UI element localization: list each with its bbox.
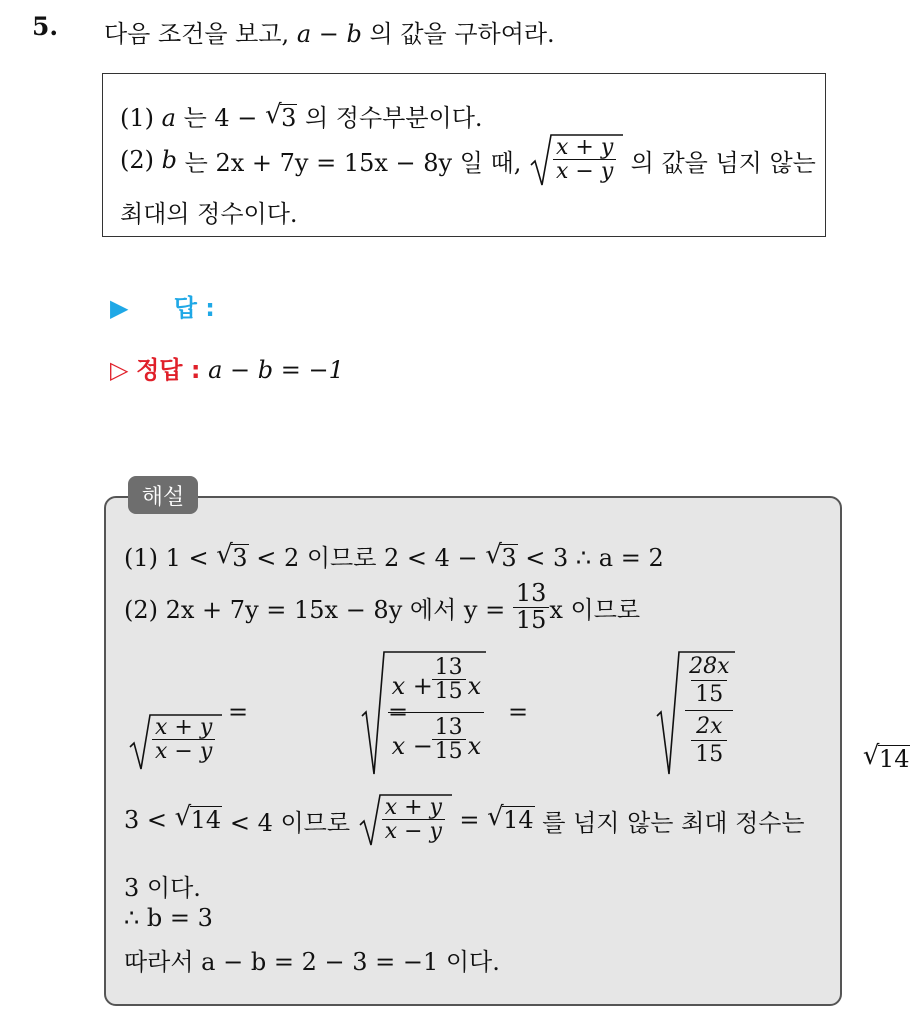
condition-1-text1: 는 4 − xyxy=(183,104,258,132)
sol-l4-b: < 4 이므로 xyxy=(229,808,351,837)
condition-1-var: a xyxy=(161,104,176,132)
question-number: 5. xyxy=(32,12,59,41)
fraction-13-15 xyxy=(432,656,466,703)
sol-l1-a: (1) 1 < xyxy=(124,544,209,572)
fraction-numerator: x + y xyxy=(556,135,614,160)
sqrt-fraction xyxy=(128,711,222,773)
sol-l2-den: 15 xyxy=(513,607,550,633)
sol-l3-r-bot-n: 2x xyxy=(696,714,723,739)
sol-l3-bot-fd: 15 xyxy=(432,739,466,763)
sqrt-14: √ 14 xyxy=(862,740,910,773)
condition-1-label: (1) xyxy=(120,104,154,132)
sol-l3-r-top-n: 28x xyxy=(689,654,730,679)
solution-line-3 xyxy=(128,650,910,780)
sol-l3-top-fn: 13 xyxy=(434,655,463,680)
sqrt-14: √ 14 xyxy=(174,802,222,834)
sol-l4-den: x − y xyxy=(382,819,445,843)
question-prefix: 다음 조건을 보고, xyxy=(104,20,290,48)
question-expr: a − b xyxy=(296,20,362,48)
solution-line-4 xyxy=(124,790,805,850)
sol-l1-rad2: 3 xyxy=(501,544,517,572)
solution-line-2 xyxy=(124,576,640,638)
condition-1 xyxy=(120,98,483,133)
sqrt-3: √ 3 xyxy=(216,540,248,572)
solution-tag: 해설 xyxy=(128,476,198,514)
answer-label: 답 : xyxy=(173,294,215,322)
sqrt-fraction xyxy=(529,131,623,189)
sol-l4-d: 를 넘지 않는 최대 정수는 xyxy=(542,808,805,837)
sqrt-3: √ 3 xyxy=(485,540,517,572)
sqrt-compound-fraction xyxy=(360,650,486,778)
question-text xyxy=(104,14,555,49)
fraction-denominator: x − y xyxy=(553,159,616,183)
sol-l4-rad1: 14 xyxy=(190,806,222,834)
answer-row xyxy=(110,288,215,323)
sol-l3-result: 14 xyxy=(878,744,910,773)
sqrt-3: √ 3 xyxy=(265,100,297,132)
outline-triangle-icon: ▷ xyxy=(110,356,129,384)
condition-2-var: b xyxy=(161,146,178,174)
sqrt-14: √ 14 xyxy=(487,802,534,834)
condition-2-text2: 의 값을 넘지 않는 xyxy=(630,148,816,177)
sol-l4-rad2: 14 xyxy=(503,806,534,834)
equals-sign: = xyxy=(508,698,529,726)
solution-line-6: ∴ b = 3 xyxy=(124,904,213,932)
fraction-bar xyxy=(685,710,733,711)
equals-sign: = xyxy=(388,698,409,726)
solution-line-1 xyxy=(124,538,664,573)
question-suffix: 의 값을 구하여라. xyxy=(369,20,555,48)
sol-l1-c: < 3 ∴ a = 2 xyxy=(525,544,664,572)
play-triangle-icon: ▶ xyxy=(110,294,129,322)
sol-l3-top-fd: 15 xyxy=(432,679,466,703)
sol-l3-bot-b: x xyxy=(467,732,482,760)
sol-l2-num: 13 xyxy=(515,579,547,608)
condition-2-text1: 는 2x + 7y = 15x − 8y 일 때, xyxy=(184,148,522,177)
sol-l2-b: x 이므로 xyxy=(549,595,641,624)
sol-l4-a: 3 < xyxy=(124,806,168,834)
solution-line-5: 3 이다. xyxy=(124,874,201,902)
sol-l3-num: x + y xyxy=(155,715,213,740)
sol-l4-num: x + y xyxy=(384,795,442,820)
fraction-13-15 xyxy=(513,581,550,632)
sol-l3-bot-fn: 13 xyxy=(434,715,463,740)
sol-l3-top-b: x xyxy=(467,672,482,700)
sol-l4-c: = xyxy=(459,806,480,834)
sol-l3-top-a: x + xyxy=(391,672,433,700)
condition-2-label: (2) xyxy=(120,146,154,174)
condition-2 xyxy=(120,130,816,190)
equals-sign: = xyxy=(228,698,249,726)
sol-l3-r-top-d: 15 xyxy=(691,680,727,707)
correct-answer-row xyxy=(110,350,344,385)
correct-answer-value: a − b = −1 xyxy=(208,356,344,384)
condition-2-cont: 최대의 정수이다. xyxy=(120,200,298,228)
sol-l1-b: < 2 이므로 2 < 4 − xyxy=(256,544,478,572)
sol-l3-den: x − y xyxy=(152,739,215,763)
sqrt-fraction xyxy=(358,791,452,849)
solution-line-7: 따라서 a − b = 2 − 3 = −1 이다. xyxy=(124,948,500,976)
correct-answer-label: 정답 : xyxy=(136,356,201,384)
sqrt-compound-fraction xyxy=(655,650,735,778)
sol-l2-a: (2) 2x + 7y = 15x − 8y 에서 y = xyxy=(124,595,506,624)
sqrt-3-radicand: 3 xyxy=(281,104,297,132)
condition-1-text2: 의 정수부분이다. xyxy=(304,104,483,132)
sol-l1-rad1: 3 xyxy=(232,544,248,572)
sol-l3-r-bot-d: 15 xyxy=(691,740,727,767)
sol-l3-bot-a: x − xyxy=(391,732,433,760)
fraction-13-15 xyxy=(432,716,466,763)
